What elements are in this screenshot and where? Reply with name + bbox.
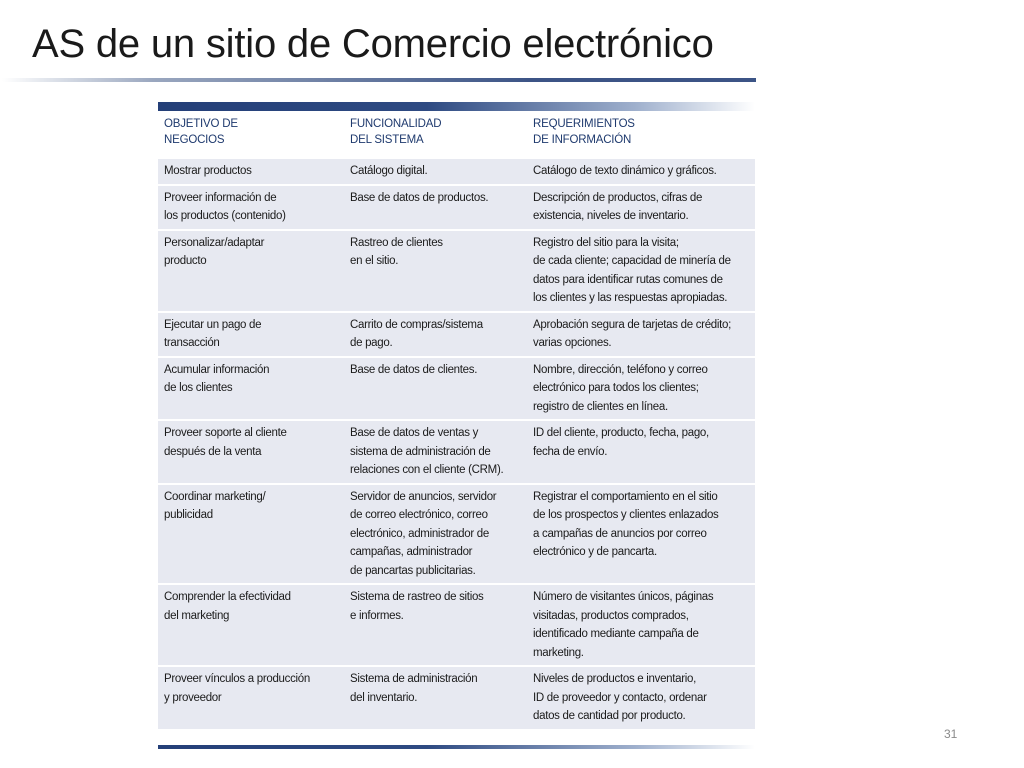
- page-number: 31: [944, 727, 958, 741]
- table-row: [158, 484, 755, 585]
- cell-functionality: Carrito de compras/sistema de pago.: [344, 312, 527, 357]
- cell-requirements: Niveles de productos e inventario, ID de proveedor y contacto, ordenar datos de cantidad por producto.: [527, 666, 755, 729]
- table-row: [158, 185, 755, 230]
- table-row: [158, 158, 755, 185]
- cell-functionality: Sistema de administración del inventario.: [344, 666, 527, 729]
- header-system-functionality: [344, 111, 527, 158]
- table-row: [158, 666, 755, 729]
- cell-objective: Proveer soporte al cliente después de la venta: [158, 420, 344, 484]
- header-label: OBJETIVO DE NEGOCIOS: [164, 118, 238, 146]
- header-label: FUNCIONALIDAD DEL SISTEMA: [350, 118, 442, 146]
- cell-objective: Coordinar marketing/ publicidad: [158, 484, 344, 585]
- cell-objective: Comprender la efectividad del marketing: [158, 584, 344, 666]
- cell-functionality: Servidor de anuncios, servidor de correo electrónico, correo electrónico, administrador de campañas, administrador de pancartas publicitarias.: [344, 484, 527, 585]
- table-header-row: [158, 111, 755, 158]
- header-business-objective: [158, 111, 344, 158]
- table-top-bar: [158, 102, 755, 111]
- cell-functionality: Rastreo de clientes en el sitio.: [344, 230, 527, 312]
- cell-requirements: ID del cliente, producto, fecha, pago, fecha de envío.: [527, 420, 755, 484]
- cell-objective: Proveer vínculos a producción y proveedor: [158, 666, 344, 729]
- cell-objective: Proveer información de los productos (contenido): [158, 185, 344, 230]
- cell-objective: Acumular información de los clientes: [158, 357, 344, 421]
- cell-requirements: Aprobación segura de tarjetas de crédito; varias opciones.: [527, 312, 755, 357]
- header-label: REQUERIMIENTOS DE INFORMACIÓN: [533, 118, 635, 146]
- cell-objective: Mostrar productos: [158, 158, 344, 185]
- header-information-requirements: [527, 111, 755, 158]
- slide-title: AS de un sitio de Comercio electrónico: [32, 22, 714, 66]
- table-bottom-bar: [158, 745, 755, 749]
- cell-requirements: Nombre, dirección, teléfono y correo electrónico para todos los clientes; registro de clientes en línea.: [527, 357, 755, 421]
- table-row: [158, 230, 755, 312]
- cell-functionality: Base de datos de ventas y sistema de administración de relaciones con el cliente (CRM).: [344, 420, 527, 484]
- cell-functionality: Sistema de rastreo de sitios e informes.: [344, 584, 527, 666]
- cell-requirements: Registrar el comportamiento en el sitio de los prospectos y clientes enlazados a campañas de anuncios por correo electrónico y de pancarta.: [527, 484, 755, 585]
- table-row: [158, 312, 755, 357]
- cell-objective: Ejecutar un pago de transacción: [158, 312, 344, 357]
- cell-functionality: Base de datos de productos.: [344, 185, 527, 230]
- table-row: [158, 584, 755, 666]
- title-underline: [2, 78, 756, 82]
- requirements-table: [158, 111, 755, 729]
- cell-functionality: Catálogo digital.: [344, 158, 527, 185]
- cell-objective: Personalizar/adaptar producto: [158, 230, 344, 312]
- cell-functionality: Base de datos de clientes.: [344, 357, 527, 421]
- requirements-table-container: [158, 102, 755, 729]
- cell-requirements: Registro del sitio para la visita; de cada cliente; capacidad de minería de datos para identificar rutas comunes de los clientes y las respuestas apropiadas.: [527, 230, 755, 312]
- cell-requirements: Catálogo de texto dinámico y gráficos.: [527, 158, 755, 185]
- table-row: [158, 357, 755, 421]
- cell-requirements: Descripción de productos, cifras de existencia, niveles de inventario.: [527, 185, 755, 230]
- cell-requirements: Número de visitantes únicos, páginas visitadas, productos comprados, identificado mediante campaña de marketing.: [527, 584, 755, 666]
- table-row: [158, 420, 755, 484]
